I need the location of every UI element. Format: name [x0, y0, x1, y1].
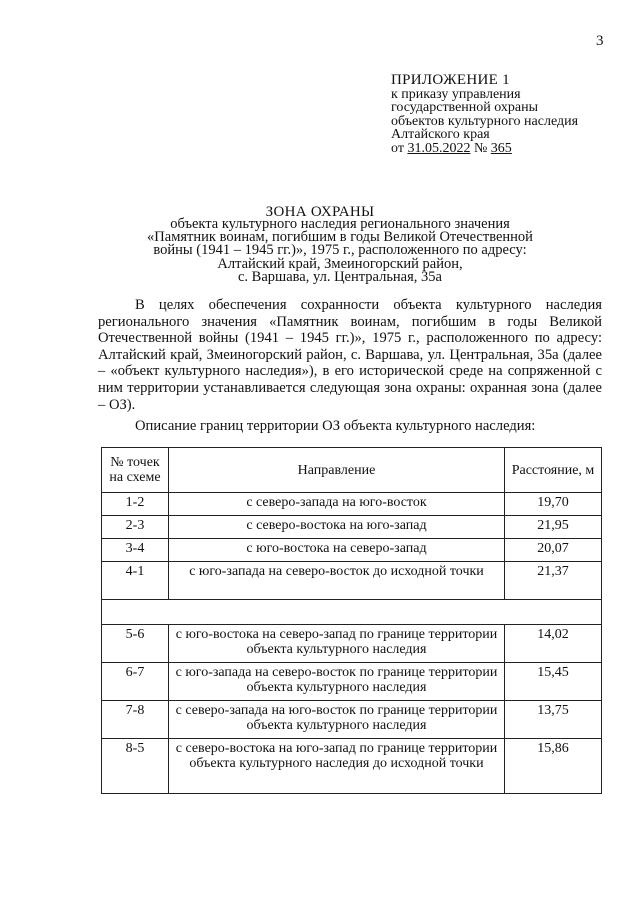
table-separator-row [102, 600, 602, 625]
cell-distance: 14,02 [505, 625, 602, 663]
cell-direction: с северо-запада на юго-восток [169, 493, 505, 516]
cell-distance: 19,70 [505, 493, 602, 516]
body-paragraph: В целях обеспечения сохранности объекта культурного наследия регионального значения «Памятник воинам, погибшим в годы Великой Отечественной войны (1941 – 1945 гг.)», 1975 г., расположенного по адресу: Алтайский край, Змеиногорский район, с. Варшава, ул. Центральная, 35а (далее – «объект культурного наследия»), в его исторической среде на сопряженной с ним территории устанавливается следующая зона охраны: охранная зона (далее – ОЗ). [98, 297, 602, 413]
zone-subtitle-line: Алтайский край, Змеиногорский район, [217, 255, 463, 272]
zone-title: ЗОНА ОХРАНЫ [265, 204, 375, 220]
table-row [102, 701, 602, 739]
order-date-line [391, 142, 578, 156]
table-row [102, 562, 602, 600]
appendix-line: к приказу управления [391, 86, 521, 102]
cell-distance: 13,75 [505, 701, 602, 739]
cell-direction: с юго-запада на северо-восток по границе территории объекта культурного наследия [169, 663, 505, 701]
cell-distance: 20,07 [505, 539, 602, 562]
cell-direction: с северо-запада на юго-восток по границе территории объекта культурного наследия [169, 701, 505, 739]
header-direction: Направление [169, 448, 505, 493]
cell-distance: 15,45 [505, 663, 602, 701]
cell-points: 6-7 [102, 663, 169, 701]
boundary-table [101, 447, 602, 794]
zone-subtitle [120, 218, 560, 284]
table-row [102, 539, 602, 562]
appendix-block [391, 74, 578, 156]
cell-direction: с юго-запада на северо-восток до исходной точки [169, 562, 505, 600]
number-prefix: № [473, 140, 488, 156]
appendix-line: государственной охраны [391, 100, 539, 116]
cell-distance: 15,86 [505, 739, 602, 794]
cell-points: 7-8 [102, 701, 169, 739]
table-row [102, 516, 602, 539]
cell-points: 3-4 [102, 539, 169, 562]
header-points-line: на схеме [109, 470, 161, 485]
table-row [102, 663, 602, 701]
zone-subtitle-line: «Памятник воинам, погибшим в годы Великой Отечественной [147, 229, 533, 246]
separator-cell [102, 600, 602, 625]
cell-points: 1-2 [102, 493, 169, 516]
table-header-row [102, 448, 602, 493]
cell-points: 8-5 [102, 739, 169, 794]
zone-subtitle-line: объекта культурного наследия регионального значения [170, 216, 510, 232]
zone-subtitle-line: с. Варшава, ул. Центральная, 35а [238, 268, 442, 285]
table-row [102, 625, 602, 663]
appendix-line: объектов культурного наследия [391, 113, 579, 129]
appendix-title: ПРИЛОЖЕНИЕ 1 [391, 72, 510, 88]
table-row [102, 739, 602, 794]
header-distance: Расстояние, м [505, 448, 602, 493]
page-number: 3 [596, 33, 604, 49]
cell-distance: 21,37 [505, 562, 602, 600]
cell-direction: с северо-востока на юго-запад [169, 516, 505, 539]
cell-points: 4-1 [102, 562, 169, 600]
table-row [102, 493, 602, 516]
boundary-description: Описание границ территории ОЗ объекта культурного наследия: [135, 418, 536, 434]
header-points [102, 448, 169, 493]
cell-direction: с юго-востока на северо-запад по границе территории объекта культурного наследия [169, 625, 505, 663]
cell-points: 2-3 [102, 516, 169, 539]
order-number: 365 [490, 140, 512, 156]
cell-points: 5-6 [102, 625, 169, 663]
cell-distance: 21,95 [505, 516, 602, 539]
appendix-line: Алтайского края [391, 127, 490, 143]
zone-subtitle-line: войны (1941 – 1945 гг.)», 1975 г., расположенного по адресу: [153, 242, 527, 259]
order-date: 31.05.2022 [407, 140, 471, 156]
header-points-line: № точек [110, 455, 160, 470]
date-prefix: от [391, 140, 404, 156]
cell-direction: с юго-востока на северо-запад [169, 539, 505, 562]
cell-direction: с северо-востока на юго-запад по границе территории объекта культурного наследия до исходной точки [169, 739, 505, 794]
